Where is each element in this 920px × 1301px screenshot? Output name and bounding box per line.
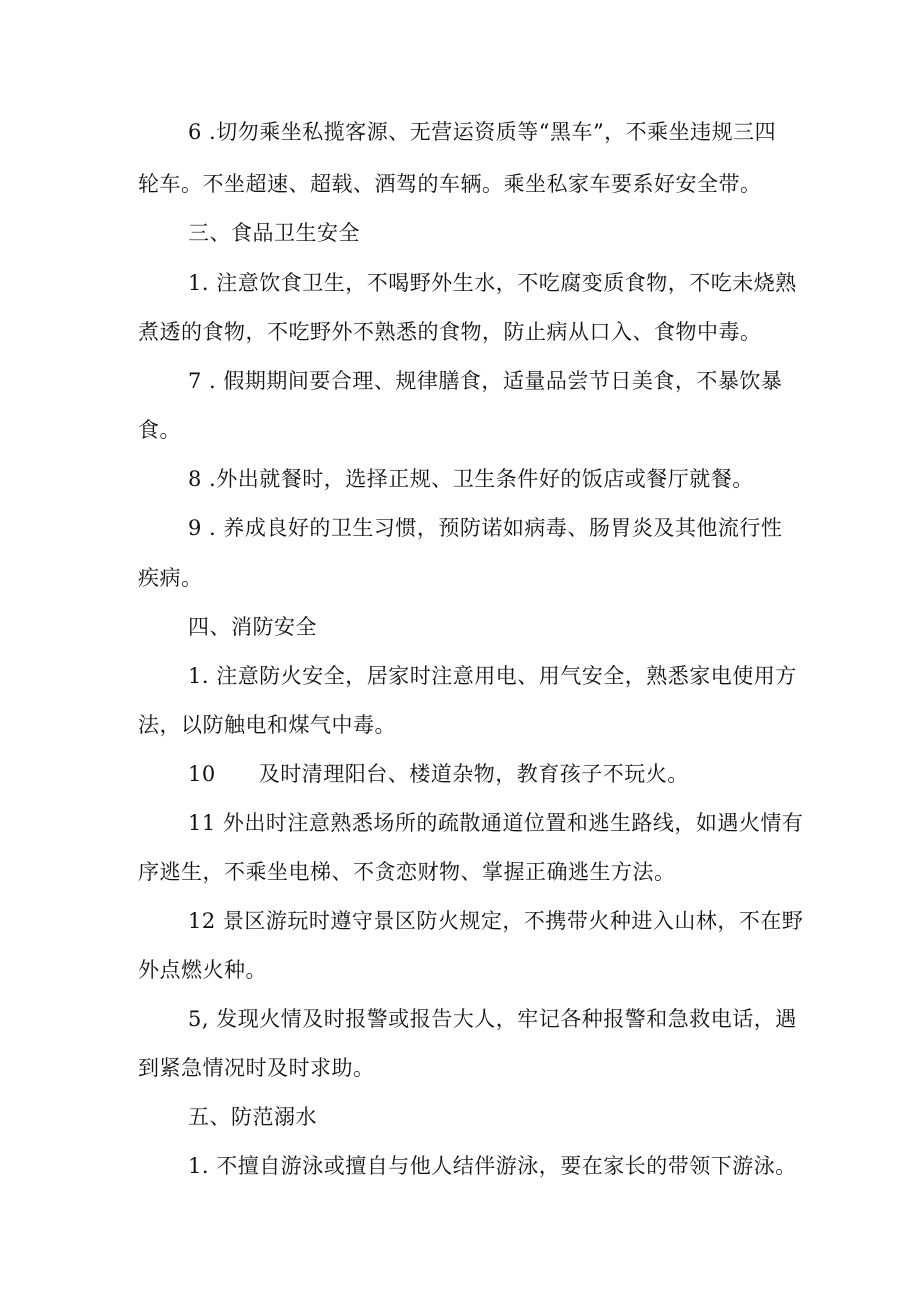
text-line: 11 外出时注意熟悉场所的疏散通道位置和逃生路线，如遇火情有 — [188, 811, 804, 835]
text-line: 5, 发现火情及时报警或报告大人，牢记各种报警和急救电话，遇 — [188, 1007, 797, 1031]
text-line: 1. 注意防火安全，居家时注意用电、用气安全，熟悉家电使用方 — [188, 664, 797, 688]
text-line: 食。 — [138, 418, 181, 442]
text-line: 到紧急情况时及时求助。 — [138, 1056, 375, 1080]
text-line: 煮透的食物，不吃野外不熟悉的食物，防止病从口入、食物中毒。 — [138, 320, 762, 344]
text-line: 外点燃火种。 — [138, 958, 267, 982]
text-line: 序逃生，不乘坐电梯、不贪恋财物、掌握正确逃生方法。 — [138, 860, 676, 884]
text-line: 10 及时清理阳台、楼道杂物，教育孩子不玩火。 — [188, 762, 689, 786]
section-heading: 三、食品卫生安全 — [188, 221, 360, 245]
text-line: 12 景区游玩时遵守景区防火规定，不携带火种进入山林，不在野 — [188, 909, 804, 933]
text-line: 轮车。不坐超速、超载、酒驾的车辆。乘坐私家车要系好安全带。 — [138, 172, 762, 196]
text-line: 法，以防触电和煤气中毒。 — [138, 713, 396, 737]
text-line: 1. 不擅自游泳或擅自与他人结伴游泳，要在家长的带领下游泳。 — [188, 1154, 797, 1178]
section-heading: 五、防范溺水 — [188, 1105, 317, 1129]
text-line: 7 . 假期期间要合理、规律膳食，适量品尝节日美食，不暴饮暴 — [188, 369, 783, 393]
text-line: 1. 注意饮食卫生，不喝野外生水，不吃腐变质食物，不吃未烧熟 — [188, 271, 797, 295]
text-line: 8 .外出就餐时，选择正规、卫生条件好的饭店或餐厅就餐。 — [188, 467, 754, 491]
text-line: 疾病。 — [138, 566, 203, 590]
text-line: 6 .切勿乘坐私揽客源、无营运资质等“黑车”，不乘坐违规三四 — [188, 120, 777, 144]
section-heading: 四、消防安全 — [188, 615, 317, 639]
text-line: 9 . 养成良好的卫生习惯，预防诺如病毒、肠胃炎及其他流行性 — [188, 516, 783, 540]
